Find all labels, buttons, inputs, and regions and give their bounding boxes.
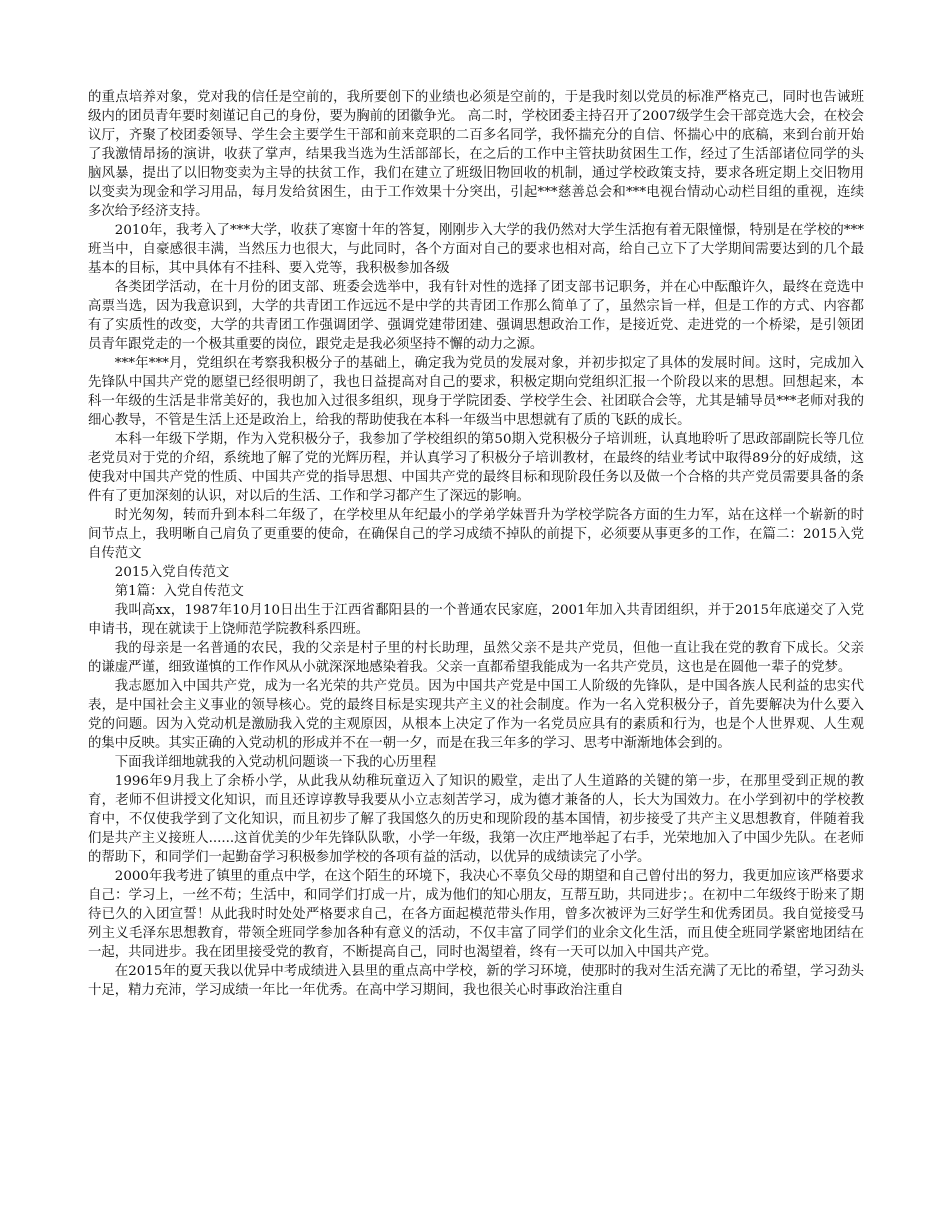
section-heading: 2015入党自传范文 — [114, 565, 230, 580]
paragraph: 我叫高xx，1987年10月10日出生于江西省鄱阳县的一个普通农民家庭，2001年加入共青团组织，并于2015年底递交了入党申请书，现在就读于上饶师范学院教科系四班。 — [88, 603, 864, 637]
paragraph: 我的母亲是一名普通的农民，我的父亲是村子里的村长助理，虽然父亲不是共产党员，但他一直让我在党的教育下成长。父亲的谦虚严谨，细致谨慎的工作作风从小就深深地感染着我。父亲一直都希望我能成为一名共产党员，这也是在圆他一辈子的党梦。 — [88, 641, 864, 675]
paragraph: 在2015年的夏天我以优异中考成绩进入县里的重点高中学校，新的学习环境，使那时的我对生活充满了无比的希望，学习劲头十足，精力充沛，学习成绩一年比一年优秀。在高中学习期间，我也很关心时事政治注重自 — [88, 964, 864, 998]
paragraph: 2000年我考进了镇里的重点中学，在这个陌生的环境下，我决心不辜负父母的期望和自己曾付出的努力，我更加应该严格要求自己：学习上，一丝不苟；生活中，和同学们打成一片，成为他们的知心朋友，互帮互助，共同进步；。在初中二年级终于盼来了期待已久的入团宣誓！从此我时时处处严格要求自己，在各方面起模范带头作用，曾多次被评为三好学生和优秀团员。我自觉接受马列主义毛泽东思想教育，带领全班同学参加各种有意义的活动，不仅丰富了同学们的业余文化生活，而且使全班同学紧密地团结在一起，共同进步。我在团里接受党的教育，不断提高自己，同时也渴望着，终有一天可以加入中国共产党。 — [88, 869, 864, 960]
paragraph: 1996年9月我上了余桥小学，从此我从幼稚玩童迈入了知识的殿堂，走出了人生道路的关键的第一步，在那里受到正规的教育，老师不但讲授文化知识，而且还谆谆教导我要从小立志刻苦学习，成为德才兼备的人，长大为国效力。在小学到初中的学校教育中，不仅使我学到了文化知识，而且初步了解了我国悠久的历史和现阶段的基本国情，初步接受了共产主义思想教育，伴随着我们是共产主义接班人......这首优美的少年先锋队队歌，小学一年级，我第一次庄严地举起了右手，光荣地加入了中国少先队。在老师的帮助下，和同学们一起勤奋学习积极参加学校的各项有益的活动，以优异的成绩读完了小学。 — [88, 774, 864, 865]
paragraph: 的重点培养对象，党对我的信任是空前的，我所要创下的业绩也必须是空前的，于是我时刻以党员的标准严格克己，同时也告诫班级内的团员青年要时刻谨记自己的身份，要为胸前的团徽争光。 高二时，学校团委主持召开了2007级学生会干部竞选大会，在校会议厅，齐聚了校团委领导、学生会主要学生干部和前来竞职的二百多名同学，我怀揣充分的自信、怀揣心中的底稿，来到台前开始了我激情昂扬的演讲，收获了掌声，结果我当选为生活部部长，在之后的工作中主管扶助贫困生工作，经过了生活部诸位同学的头脑风暴，提出了以旧物变卖为主导的扶贫工作，我们在建立了班级旧物回收的机制，通过学校政策支持，要求各班定期上交旧物用以变卖为现金和学习用品，每月发给贫困生，由于工作效果十分突出，引起***慈善总会和***电视台情动心动栏目组的重视，连续多次给予经济支持。 — [88, 90, 864, 219]
paragraph: 本科一年级下学期，作为入党积极分子，我参加了学校组织的第50期入党积极分子培训班，认真地聆听了思政部副院长等几位老党员对于党的介绍，系统地了解了党的光辉历程，并认真学习了积极分子培训教材，在最终的结业考试中取得89分的好成绩，这使我对中国共产党的性质、中国共产党的指导思想、中国共产党的最终目标和现阶段任务以及做一个合格的共产党员需要具备的条件有了更加深刻的认识，对以后的生活、工作和学习都产生了深远的影响。 — [88, 432, 864, 504]
paragraph: 时光匆匆，转而升到本科二年级了，在学校里从年纪最小的学弟学妹晋升为学校学院各方面的生力军，站在这样一个崭新的时间节点上，我明晰自己肩负了更重要的使命，在确保自己的学习成绩不掉队的前提下，必须要从事更多的工作，在篇二：2015入党自传范文 — [88, 508, 864, 561]
paragraph: 我志愿加入中国共产党，成为一名光荣的共产党员。因为中国共产党是中国工人阶级的先锋队，是中国各族人民利益的忠实代表，是中国社会主义事业的领导核心。党的最终目标是实现共产主义的社会制度。作为一名入党积极分子，首先要解决为什么要入党的问题。因为入党动机是激励我入党的主观原因，从根本上决定了作为一名党员应具有的素质和行为，也是个人世界观、人生观的集中反映。其实正确的入党动机的形成并不在一朝一夕，而是在我三年多的学习、思考中渐渐地体会到的。 — [88, 679, 864, 751]
document-body — [88, 88, 864, 1000]
paragraph: 下面我详细地就我的入党动机问题谈一下我的心历里程 — [114, 755, 437, 770]
paragraph: ***年***月，党组织在考察我积极分子的基础上，确定我为党员的发展对象，并初步拟定了具体的发展时间。这时，完成加入先锋队中国共产党的愿望已经很明朗了，我也日益提高对自己的要求，积极定期向党组织汇报一个阶段以来的思想。回想起来，本科一年级的生活是非常美好的，我也加入过很多组织，现身于学院团委、学校学生会、社团联合会等，尤其是辅导员***老师对我的细心教导，不管是生活上还是政治上，给我的帮助使我在本科一年级当中思想就有了质的飞跃的成长。 — [88, 356, 864, 428]
section-heading: 第1篇：入党自传范文 — [114, 584, 244, 599]
paragraph: 各类团学活动，在十月份的团支部、班委会选举中，我有针对性的选择了团支部书记职务，并在心中酝酿许久，最终在竞选中高票当选，因为我意识到，大学的共青团工作远远不是中学的共青团工作那么简单了了，虽然宗旨一样，但是工作的方式、内容都有了实质性的改变，大学的共青团工作强调团学、强调党建带团建、强调思想政治工作，是接近党、走进党的一个桥梁，是引领团员青年跟党走的一个极其重要的岗位，跟党走是我必须坚持不懈的动力之源。 — [88, 280, 864, 352]
paragraph: 2010年，我考入了***大学，收获了寒窗十年的答复，刚刚步入大学的我仍然对大学生活抱有着无限憧憬，特别是在学校的***班当中，自豪感很丰满，当然压力也很大，与此同时，各个方面对自己的要求也相对高，给自己立下了大学期间需要达到的几个最基本的目标，其中具体有不挂科、要入党等，我积极参加各级 — [88, 223, 864, 276]
